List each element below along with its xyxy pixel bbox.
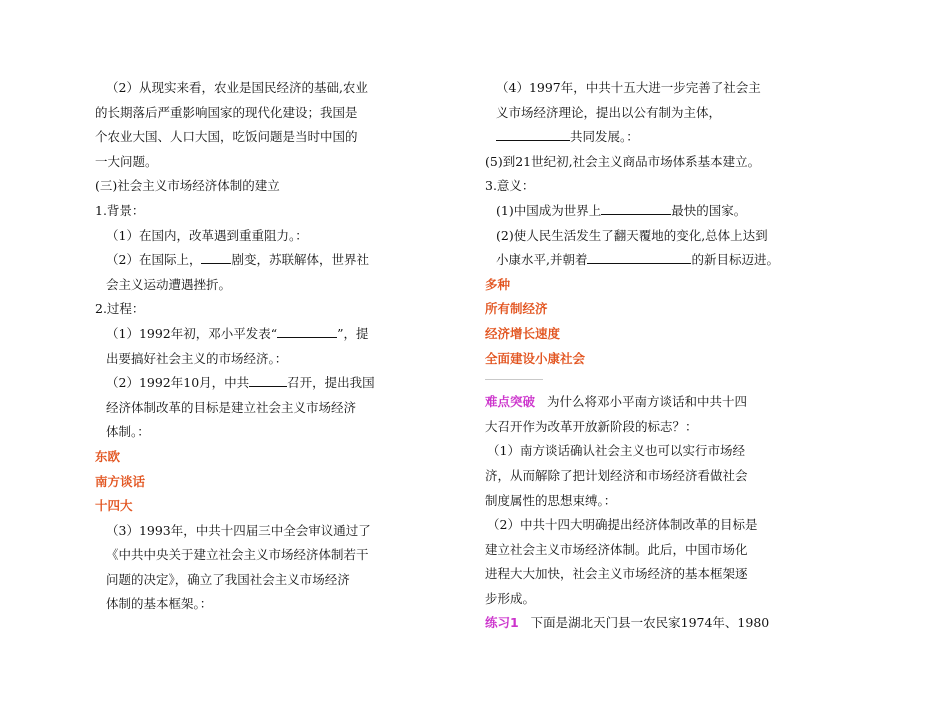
- text-line: 的长期落后严重影响国家的现代化建设；我国是: [95, 104, 358, 120]
- answer-text: 多种: [485, 276, 511, 292]
- text-fragment: 的新目标迈进。: [691, 252, 779, 268]
- subheading-background: 1.背景：: [95, 202, 145, 218]
- text-fragment: 最快的国家。: [671, 202, 747, 218]
- section-heading: (三)社会主义市场经济体制的建立: [95, 178, 280, 194]
- text-line: （3）1993年，中共十四届三中全会审议通过了: [106, 522, 371, 538]
- exercise-line: [485, 611, 785, 636]
- key-point-label: 难点突破: [485, 394, 536, 410]
- text-fragment: 小康水平,并朝着: [496, 252, 588, 268]
- answer-text: 南方谈话: [95, 473, 146, 489]
- text-line: [95, 322, 385, 347]
- text-line: 会主义运动遭遇挫折。: [106, 276, 232, 292]
- text-line: 义市场经济理论，提出以公有制为主体，: [496, 104, 722, 120]
- subheading-significance: 3.意义：: [485, 178, 535, 194]
- text-line: 《中共中央关于建立社会主义市场经济体制若干: [106, 547, 369, 563]
- text-fragment: （2）1992年10月，中共: [106, 375, 250, 391]
- fill-blank: [601, 200, 671, 215]
- text-line: 步形成。: [485, 590, 536, 606]
- text-line: [485, 199, 785, 224]
- answer-text: 经济增长速度: [485, 325, 561, 341]
- answer-text: 全面建设小康社会: [485, 350, 586, 366]
- text-line: 进程大大加快，社会主义市场经济的基本框架逐: [485, 566, 748, 582]
- fill-blank: [496, 126, 570, 141]
- text-fragment: ”，提: [337, 325, 369, 341]
- text-line: （2）中共十四大明确提出经济体制改革的目标是: [487, 517, 758, 533]
- text-line: （2）从现实来看，农业是国民经济的基础,农业: [106, 80, 368, 95]
- text-line: [485, 248, 785, 273]
- fill-blank: [277, 323, 337, 338]
- text-line: 个农业大国、人口大国，吃饭问题是当时中国的: [95, 129, 358, 145]
- text-line: （1）在国内，改革遇到重重阻力。：: [106, 227, 308, 243]
- text-line: [485, 125, 785, 150]
- answer-text: 十四大: [95, 498, 133, 514]
- exercise-label: 练习1: [485, 615, 519, 631]
- fill-blank: [249, 372, 287, 387]
- text-line: (2)使人民生活发生了翻天覆地的变化,总体上达到: [496, 227, 768, 243]
- text-fragment: 为什么将邓小平南方谈话和中共十四: [546, 394, 747, 410]
- fill-blank: [587, 249, 691, 264]
- answer-text: 东欧: [95, 448, 121, 464]
- text-line: [95, 248, 385, 273]
- text-line: 一大问题。: [95, 153, 158, 169]
- text-fragment: （2）在国际上，: [106, 252, 202, 268]
- divider: [485, 379, 543, 380]
- text-line: [95, 371, 385, 396]
- text-line: （4）1997年，中共十五大进一步完善了社会主: [496, 80, 761, 95]
- text-line: 体制。：: [106, 424, 150, 440]
- text-line: 济，从而解除了把计划经济和市场经济看做社会: [485, 467, 748, 483]
- text-fragment: （1）1992年初，邓小平发表“: [106, 325, 278, 341]
- text-line: 制度属性的思想束缚。：: [485, 492, 617, 508]
- key-point-question: [485, 390, 785, 415]
- text-fragment: (1)中国成为世界上: [496, 202, 602, 218]
- text-fragment: 共同发展。：: [570, 129, 639, 145]
- text-line: （1）南方谈话确认社会主义也可以实行市场经: [487, 443, 745, 459]
- text-line: 经济体制改革的目标是建立社会主义市场经济: [106, 399, 357, 415]
- text-line: 建立社会主义市场经济体制。此后，中国市场化: [485, 541, 748, 557]
- fill-blank: [201, 249, 231, 264]
- answer-text: 所有制经济: [485, 301, 548, 317]
- text-line: 出要搞好社会主义的市场经济。：: [106, 350, 288, 366]
- text-line: 问题的决定》，确立了我国社会主义市场经济: [106, 571, 350, 587]
- text-line: 体制的基本框架。：: [106, 596, 213, 612]
- right-column: [485, 76, 785, 636]
- text-fragment: 召开，提出我国: [287, 375, 375, 391]
- subheading-process: 2.过程：: [95, 301, 145, 317]
- text-line: (5)到21世纪初,社会主义商品市场体系基本建立。: [485, 153, 761, 169]
- left-column: [95, 76, 385, 617]
- text-fragment: 剧变，苏联解体，世界社: [231, 252, 369, 268]
- text-fragment: 下面是湖北天门县一农民家1974年、1980: [530, 615, 770, 631]
- text-line: 大召开作为改革开放新阶段的标志？：: [485, 418, 698, 434]
